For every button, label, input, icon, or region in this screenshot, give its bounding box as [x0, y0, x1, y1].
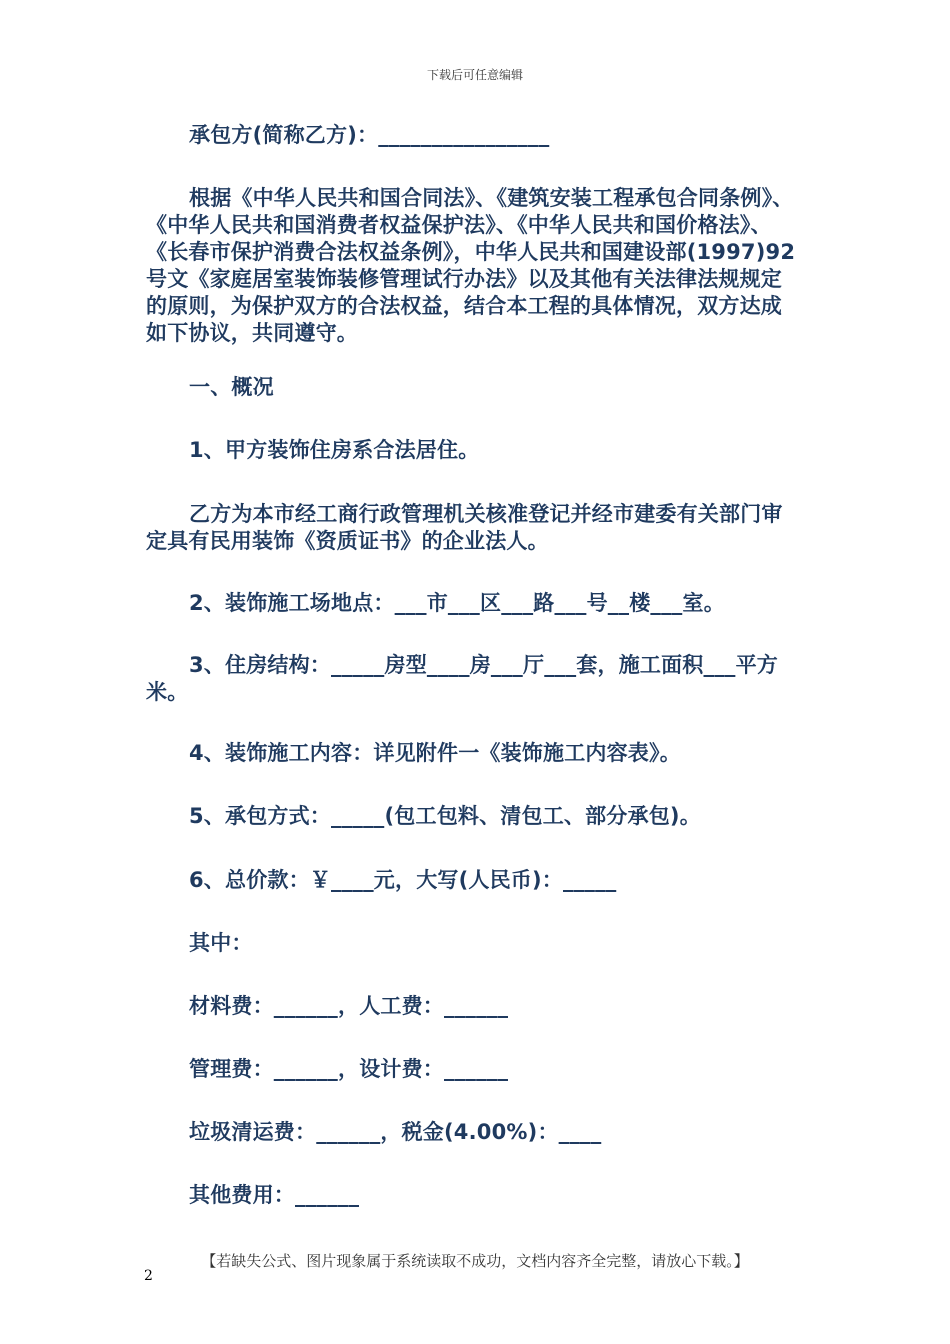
contractor-qualification-paragraph: 乙方为本市经工商行政管理机关核准登记并经市建委有关部门审定具有民用装饰《资质证书》的企业法人。: [146, 502, 783, 553]
breakdown-heading: 其中：: [189, 931, 253, 955]
header-note: 下载后可任意编辑: [426, 68, 523, 82]
clause-6-total-price: 6、总价款：￥____元，大写(人民币)：_____: [189, 868, 617, 892]
page-number: 2: [144, 1268, 153, 1284]
clause-5-contract-method: 5、承包方式：_____(包工包料、清包工、部分承包)。: [189, 804, 701, 828]
waste-tax-fees: 垃圾清运费：______，税金(4.00%)：____: [189, 1120, 602, 1144]
clause-1: 1、甲方装饰住房系合法居住。: [189, 438, 480, 462]
contractor-line: 承包方(简称乙方)：________________: [189, 123, 550, 147]
other-fees: 其他费用：______: [189, 1183, 360, 1207]
management-design-fees: 管理费：______，设计费：______: [189, 1057, 509, 1081]
materials-labor-fees: 材料费：______，人工费：______: [189, 994, 509, 1018]
section-heading-overview: 一、概况: [189, 375, 274, 399]
preamble-paragraph: 根据《中华人民共和国合同法》、《建筑安装工程承包合同条例》、《中华人民共和国消费者权益保护法》、《中华人民共和国价格法》、《长春市保护消费合法权益条例》，中华人民共和国建设部(1997)92号文《家庭居室装饰装修管理试行办法》以及其他有关法律法规规定的原则，为保护双方的合法权益，结合本工程的具体情况，双方达成如下协议，共同遵守。: [146, 186, 796, 345]
clause-4-work-content: 4、装饰施工内容：详见附件一《装饰施工内容表》。: [189, 741, 681, 765]
footer-note: 【若缺失公式、图片现象属于系统读取不成功，文档内容齐全完整，请放心下载。】: [201, 1252, 749, 1270]
clause-3-housing-structure: 3、住房结构：_____房型____房___厅___套，施工面积___平方米。: [146, 653, 779, 704]
clause-2-site-address: 2、装饰施工场地点：___市___区___路___号__楼___室。: [189, 591, 725, 615]
